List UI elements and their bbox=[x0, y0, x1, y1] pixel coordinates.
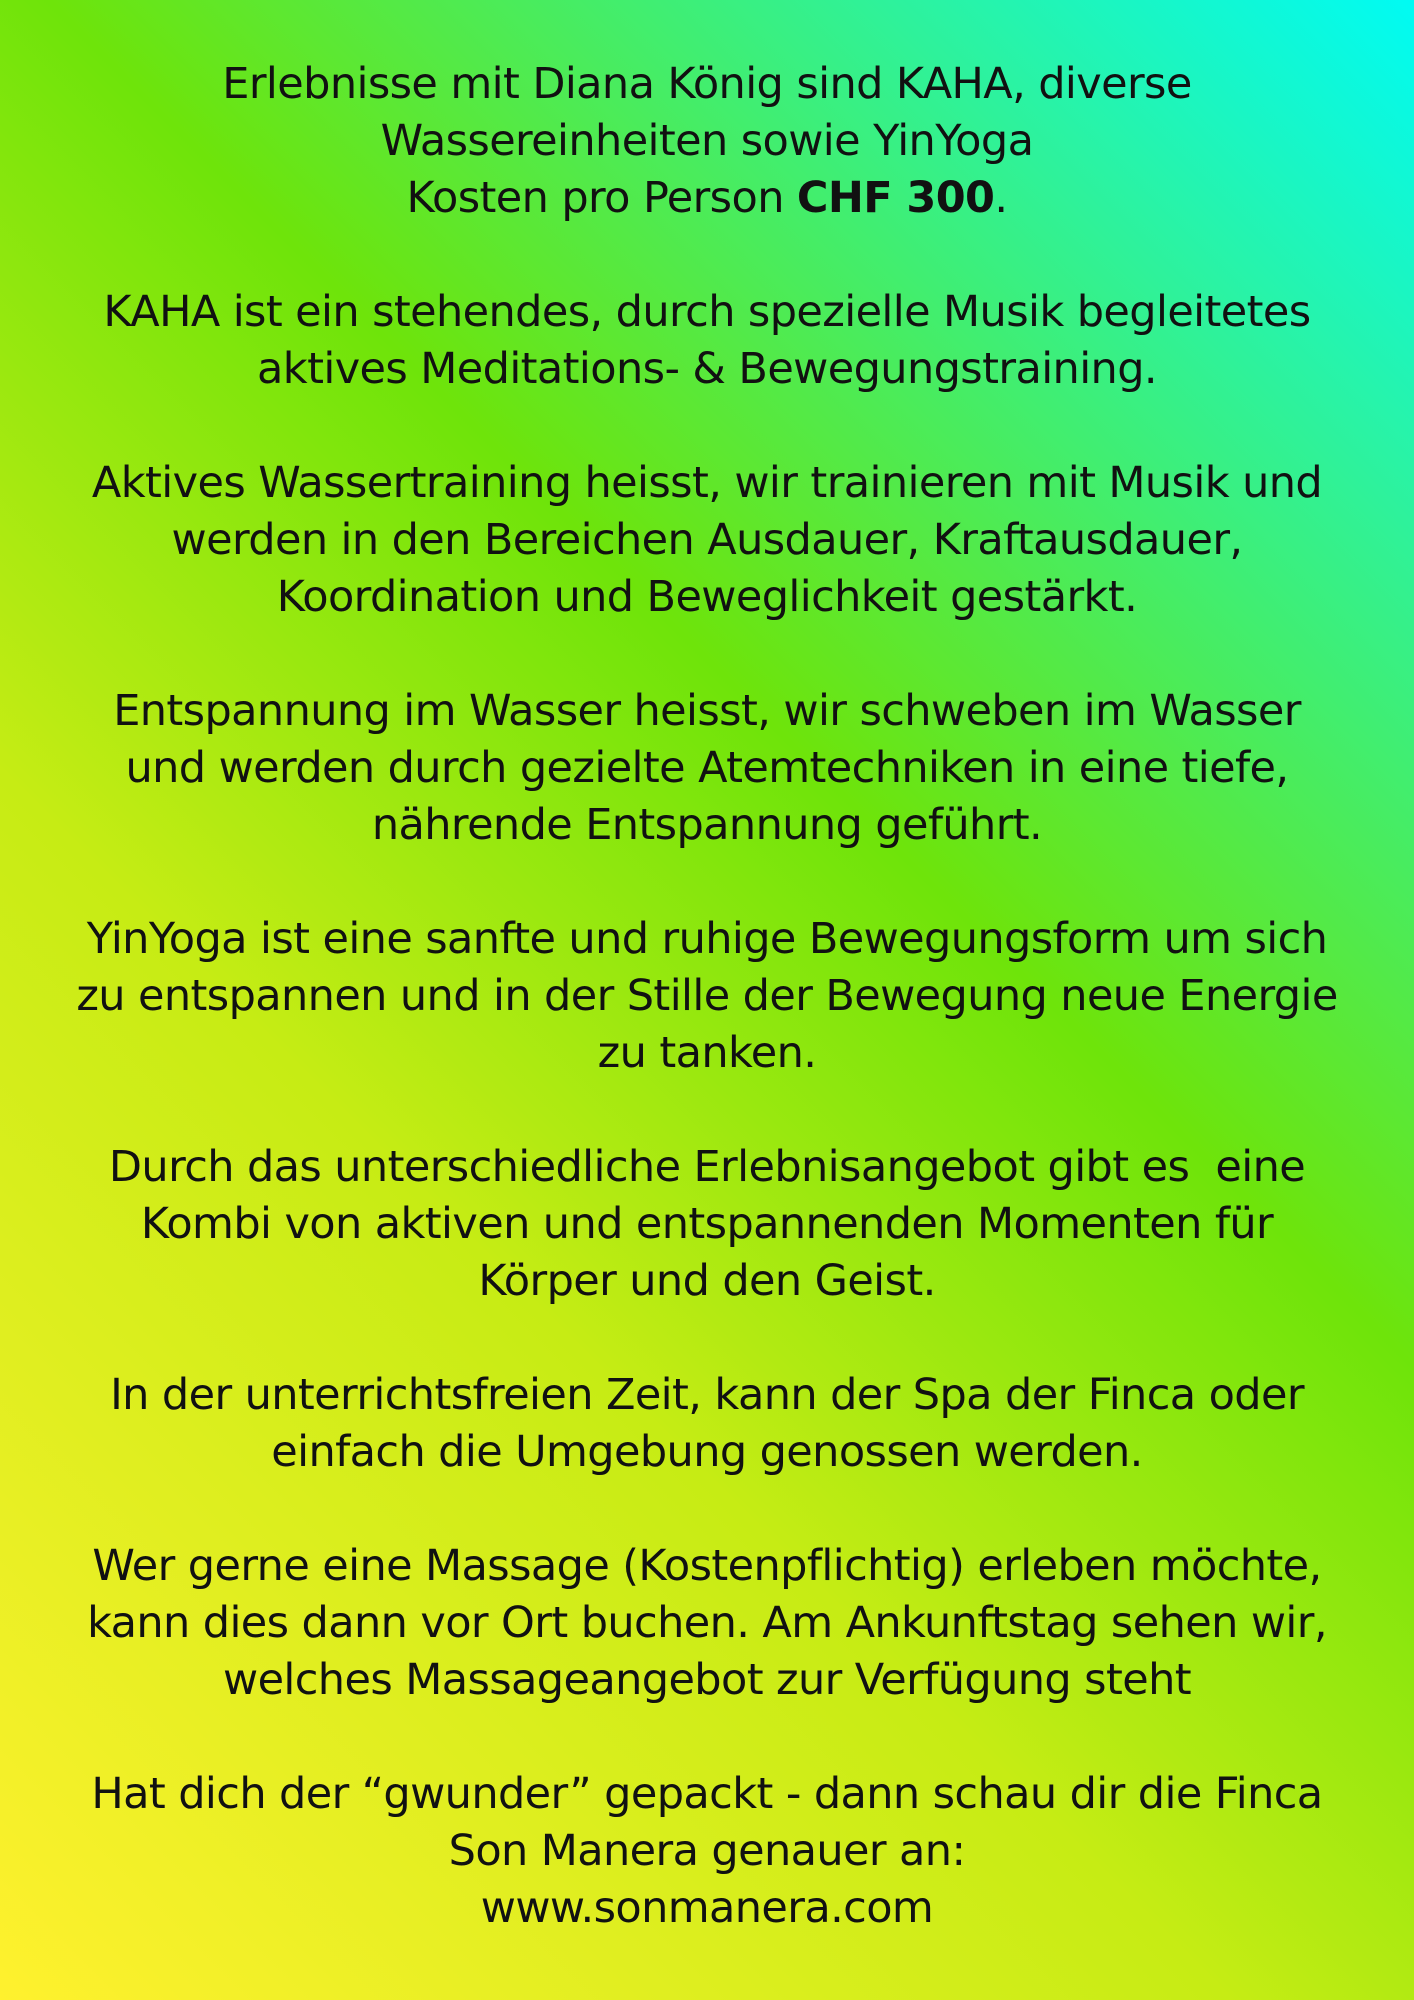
massage-line-3: welches Massageangebot zur Verfügung steht bbox=[223, 1655, 1191, 1705]
price-line bbox=[40, 170, 1374, 227]
massage-line-1: Wer gerne eine Massage (Kostenpflichtig) erleben möchte, bbox=[92, 1541, 1322, 1591]
finca-line-1: Hat dich der “gwunder” gepackt - dann schau dir die Finca bbox=[91, 1769, 1323, 1819]
yinyoga-line-1: YinYoga ist eine sanfte und ruhige Bewegungsform um sich bbox=[86, 914, 1328, 964]
kombi-line-1: Durch das unterschiedliche Erlebnisangebot gibt es eine bbox=[108, 1142, 1306, 1192]
kaha-line-2: aktives Meditations- & Bewegungstraining. bbox=[257, 344, 1157, 394]
wassertraining-line-1: Aktives Wassertraining heisst, wir trainieren mit Musik und bbox=[91, 458, 1323, 508]
intro-line-2: Wassereinheiten sowie YinYoga bbox=[380, 116, 1034, 166]
wassertraining-paragraph bbox=[40, 455, 1374, 626]
kaha-paragraph bbox=[40, 284, 1374, 398]
kombi-paragraph bbox=[40, 1139, 1374, 1310]
massage-paragraph bbox=[40, 1538, 1374, 1709]
kombi-line-2: Kombi von aktiven und entspannenden Momenten für bbox=[140, 1199, 1274, 1249]
freizeit-paragraph bbox=[40, 1367, 1374, 1481]
massage-line-2: kann dies dann vor Ort buchen. Am Ankunftstag sehen wir, bbox=[87, 1598, 1327, 1648]
price-value: CHF 300 bbox=[796, 173, 995, 223]
entspannung-line-2: und werden durch gezielte Atemtechniken in eine tiefe, bbox=[125, 743, 1289, 793]
price-suffix: . bbox=[994, 173, 1008, 223]
intro-paragraph bbox=[40, 56, 1374, 227]
finca-paragraph bbox=[40, 1766, 1374, 1937]
yinyoga-line-3: zu tanken. bbox=[597, 1028, 817, 1078]
wassertraining-line-2: werden in den Bereichen Ausdauer, Kraftausdauer, bbox=[171, 515, 1243, 565]
intro-line-1: Erlebnisse mit Diana König sind KAHA, diverse bbox=[222, 59, 1192, 109]
freizeit-line-2: einfach die Umgebung genossen werden. bbox=[271, 1427, 1143, 1477]
kaha-line-1: KAHA ist ein stehendes, durch spezielle Musik begleitetes bbox=[103, 287, 1311, 337]
finca-line-2: Son Manera genauer an: bbox=[448, 1826, 966, 1876]
wassertraining-line-3: Koordination und Beweglichkeit gestärkt. bbox=[276, 572, 1138, 622]
kombi-line-3: Körper und den Geist. bbox=[478, 1256, 936, 1306]
website-link[interactable]: www.sonmanera.com bbox=[480, 1883, 934, 1933]
yinyoga-paragraph bbox=[40, 911, 1374, 1082]
entspannung-line-1: Entspannung im Wasser heisst, wir schweben im Wasser bbox=[113, 686, 1301, 736]
freizeit-line-1: In der unterrichtsfreien Zeit, kann der Spa der Finca oder bbox=[110, 1370, 1304, 1420]
entspannung-line-3: nährende Entspannung geführt. bbox=[371, 800, 1043, 850]
entspannung-paragraph bbox=[40, 683, 1374, 854]
yinyoga-line-2: zu entspannen und in der Stille der Bewegung neue Energie bbox=[76, 971, 1338, 1021]
price-prefix: Kosten pro Person bbox=[406, 173, 797, 223]
